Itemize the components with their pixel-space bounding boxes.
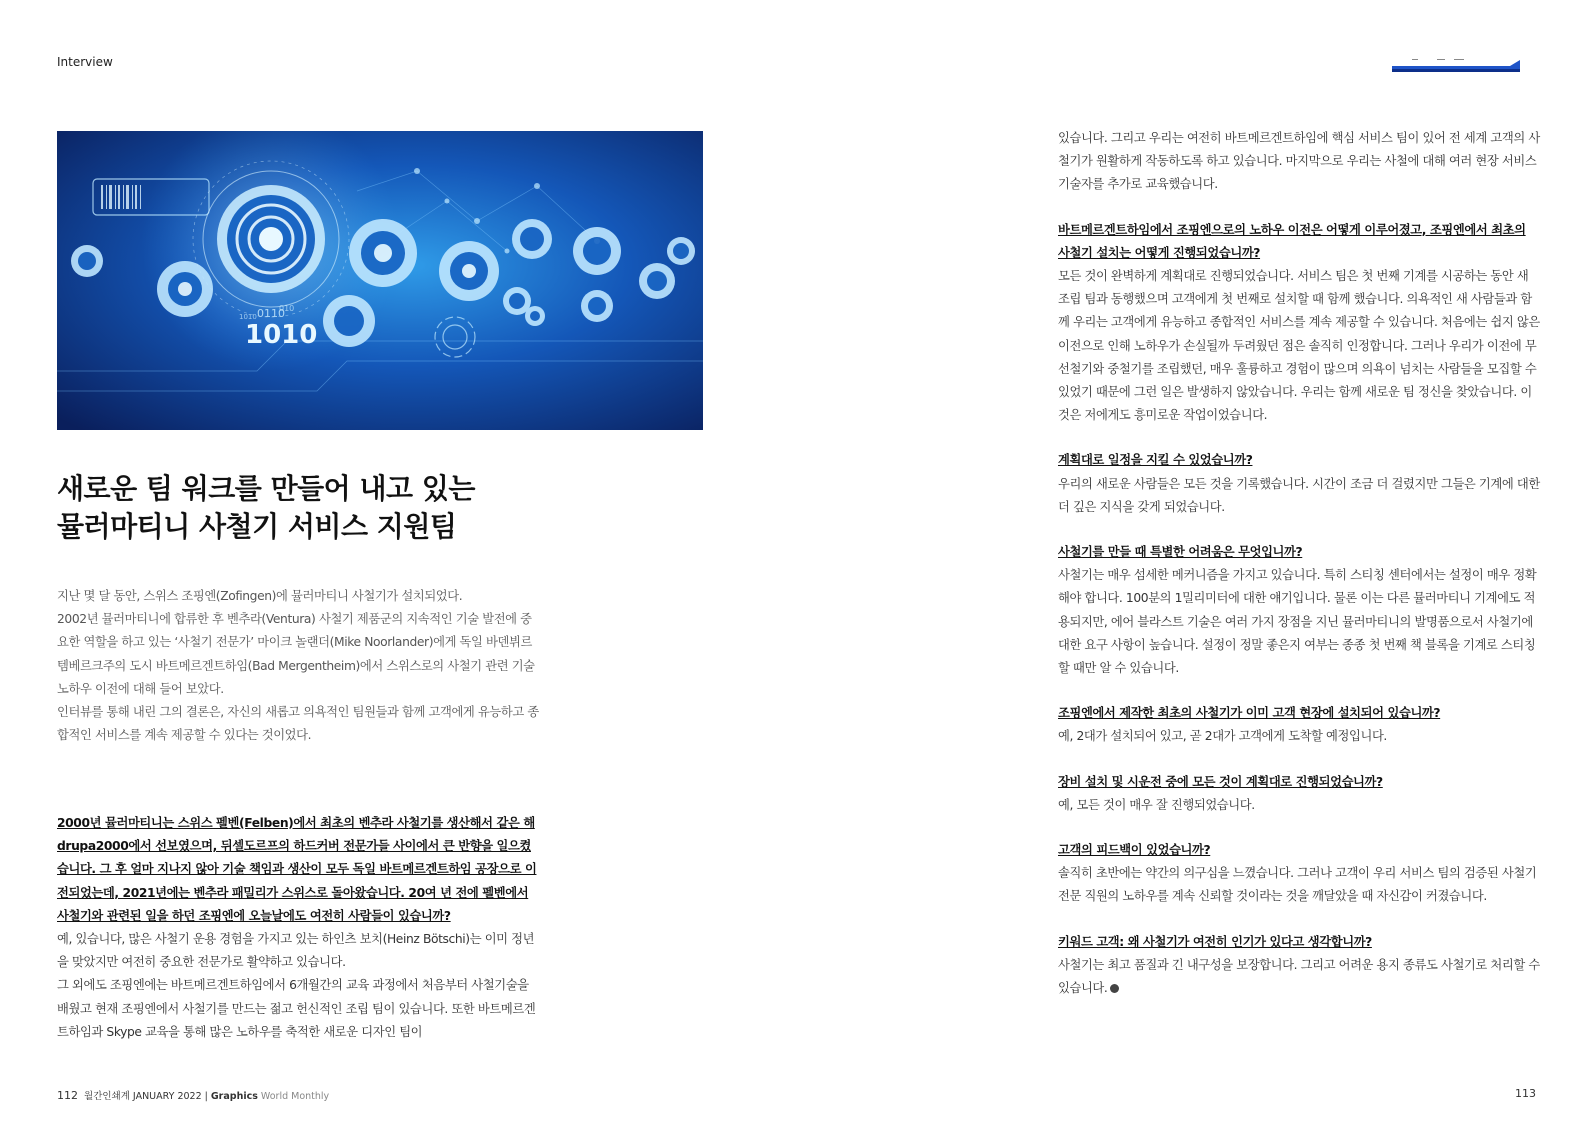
question-3: 계획대로 일정을 지킬 수 있었습니까? xyxy=(1058,453,1253,468)
answer-1-part-2: 그 외에도 조핑엔에는 바트메르겐트하임에서 6개월간의 교육 과정에서 처음부터 사철기술을 배웠고 현재 조핑엔에서 사철기를 만드는 젊고 헌신적인 조립 팀이 있습니다. 또한 바트메르겐트하임과 Skype 교육을 통해 많은 노하우를 축적한 새로운 디자인 팀이 xyxy=(57,978,536,1039)
intro-paragraph: 지난 몇 달 동안, 스위스 조핑엔(Zofingen)에 뮬러마티니 사철기가 설치되었다. xyxy=(57,589,463,603)
right-column xyxy=(1058,127,1540,1000)
hero-digits-small-3: 1010 xyxy=(239,313,257,321)
left-qa-section xyxy=(57,812,539,1044)
question-5: 조핑엔에서 제작한 최초의 사철기가 이미 고객 현장에 설치되어 있습니까? xyxy=(1058,706,1441,721)
question-4: 사철기를 만들 때 특별한 어려움은 무엇입니까? xyxy=(1058,545,1303,560)
hero-image xyxy=(57,131,703,430)
answer-8 xyxy=(1058,954,1540,1000)
question-6: 장비 설치 및 시운전 중에 모든 것이 계획대로 진행되었습니까? xyxy=(1058,774,1383,789)
answer-8-text: 사철기는 최고 품질과 긴 내구성을 보장합니다. 그리고 어려운 용지 종류도 사철기로 처리할 수 있습니다. xyxy=(1058,957,1540,996)
article-headline xyxy=(57,470,697,546)
answer-3: 우리의 새로운 사람들은 모든 것을 기록했습니다. 시간이 조금 더 걸렸지만 그들은 기계에 대한 더 깊은 지식을 갖게 되었습니다. xyxy=(1058,476,1540,514)
question-2: 바트메르겐트하임에서 조핑엔으로의 노하우 이전은 어떻게 이루어졌고, 조핑엔에서 최초의 사철기 설치는 어떻게 진행되었습니까? xyxy=(1058,222,1526,260)
footer-left xyxy=(57,1088,329,1102)
answer-5: 예, 2대가 설치되어 있고, 곧 2대가 고객에게 도착할 예정입니다. xyxy=(1058,729,1387,744)
answer-2: 모든 것이 완벽하게 계획대로 진행되었습니다. 서비스 팀은 첫 번째 기계를 시공하는 동안 새 조립 팀과 동행했으며 고객에게 첫 번째로 설치할 때 함께 했습니다. 의욕적인 새 사람들과 함께 우리는 고객에게 유능하고 종합적인 서비스를 계속 제공할 수 있습니다. 처음에는 쉽지 않은 이전으로 인해 노하우가 손실될까 두려웠던 점은 솔직히 인정합니다. 그러나 우리가 이전에 무선철기와 중철기를 조립했던, 매우 훌륭하고 경험이 많으며 의욕이 넘치는 사람들을 모집할 수 있었기 때문에 그런 일은 발생하지 않았습니다. 우리는 함께 새로운 팀 정신을 찾았습니다. 이것은 저에게도 흥미로운 작업이었습니다. xyxy=(1058,269,1540,423)
publication-name: 월간인쇄계 JANUARY 2022 | xyxy=(84,1091,211,1102)
page-number-left: 112 xyxy=(57,1089,78,1102)
continued-answer: 있습니다. 그리고 우리는 여전히 바트메르겐트하임에 핵심 서비스 팀이 있어 전 세계 고객의 사철기가 원활하게 작동하도록 하고 있습니다. 마지막으로 우리는 사철에 대해 여러 현장 서비스 기술자를 추가로 교육했습니다. xyxy=(1058,131,1540,192)
question-7: 고객의 피드백이 있었습니까? xyxy=(1058,843,1211,858)
answer-7: 솔직히 초반에는 약간의 의구심을 느꼈습니다. 그러나 고객이 우리 서비스 팀의 검증된 사철기 전문 직원의 노하우를 계속 신뢰할 것이라는 것을 깨달았을 때 자신감이 커졌습니다. xyxy=(1058,866,1537,904)
hero-digits-large: 1010 xyxy=(245,320,318,350)
question-8: 키워드 고객: 왜 사철기가 여전히 인기가 있다고 생각합니까? xyxy=(1058,934,1372,949)
brand-world-monthly: World Monthly xyxy=(257,1091,330,1102)
question-1: 2000년 뮬러마티니는 스위스 펠벤(Felben)에서 최초의 벤추라 사철기를 생산해서 같은 해 drupa2000에서 선보였으며, 뒤셀도르프의 하드커버 전문가들 사이에서 큰 반향을 일으켰습니다. 그 후 얼마 지나지 않아 기술 책임과 생산이 모두 독일 바트메르겐트하임 공장으로 이전되었는데, 2021년에는 벤추라 패밀리가 스위스로 돌아왔습니다. 20여 년 전에 펠벤에서 사철기와 관련된 일을 하던 조핑엔에 오늘날에도 여전히 사람들이 있습니까? xyxy=(57,816,537,923)
end-mark-icon xyxy=(1110,984,1119,993)
page-number-right: 113 xyxy=(1515,1087,1536,1100)
brand-graphics: Graphics xyxy=(210,1091,258,1102)
answer-6: 예, 모든 것이 매우 잘 진행되었습니다. xyxy=(1058,797,1255,812)
answer-1-part-1: 예, 있습니다, 많은 사철기 운용 경험을 가지고 있는 하인츠 보치(Heinz Bötschi)는 이미 정년을 맞았지만 여전히 중요한 전문가로 활약하고 있습니다. xyxy=(57,932,535,970)
header-decoration xyxy=(1392,56,1520,72)
headline-line-2: 뮬러마티니 사철기 서비스 지원팀 xyxy=(57,510,457,543)
intro-paragraph: 인터뷰를 통해 내린 그의 결론은, 자신의 새롭고 의욕적인 팀원들과 함께 고객에게 유능하고 종합적인 서비스를 계속 제공할 수 있다는 것이었다. xyxy=(57,705,539,743)
intro-paragraph: 2002년 뮬러마티니에 합류한 후 벤추라(Ventura) 사철기 제품군의 지속적인 기술 발전에 중요한 역할을 하고 있는 ‘사철기 전문가’ 마이크 놀랜더(Mike Noorlander)에게 독일 바덴뷔르템베르크주의 도시 바트메르겐트하임(Bad Mergentheim)에서 스위스로의 사철기 관련 기술 노하우 이전에 대해 들어 보았다. xyxy=(57,612,535,696)
intro-paragraphs xyxy=(57,585,539,747)
headline-line-1: 새로운 팀 워크를 만들어 내고 있는 xyxy=(57,472,475,505)
section-label: Interview xyxy=(57,55,113,69)
answer-4: 사철기는 매우 섬세한 메커니즘을 가지고 있습니다. 특히 스티칭 센터에서는 설정이 매우 정확해야 합니다. 100분의 1밀리미터에 대한 얘기입니다. 물론 이는 다른 뮬러마티니 기계에도 적용되지만, 에어 블라스트 기술은 여러 가지 장점을 지닌 뮬러마티니의 발명품으로서 사철기에 대한 요구 사항이 높습니다. 설정이 정말 좋은지 여부는 종종 첫 번째 책 블록을 기계로 스티칭할 때만 알 수 있습니다. xyxy=(1058,568,1537,676)
hero-digits-small-1: 0110 xyxy=(257,307,285,320)
hero-digits-small-2: 010 xyxy=(279,304,295,313)
